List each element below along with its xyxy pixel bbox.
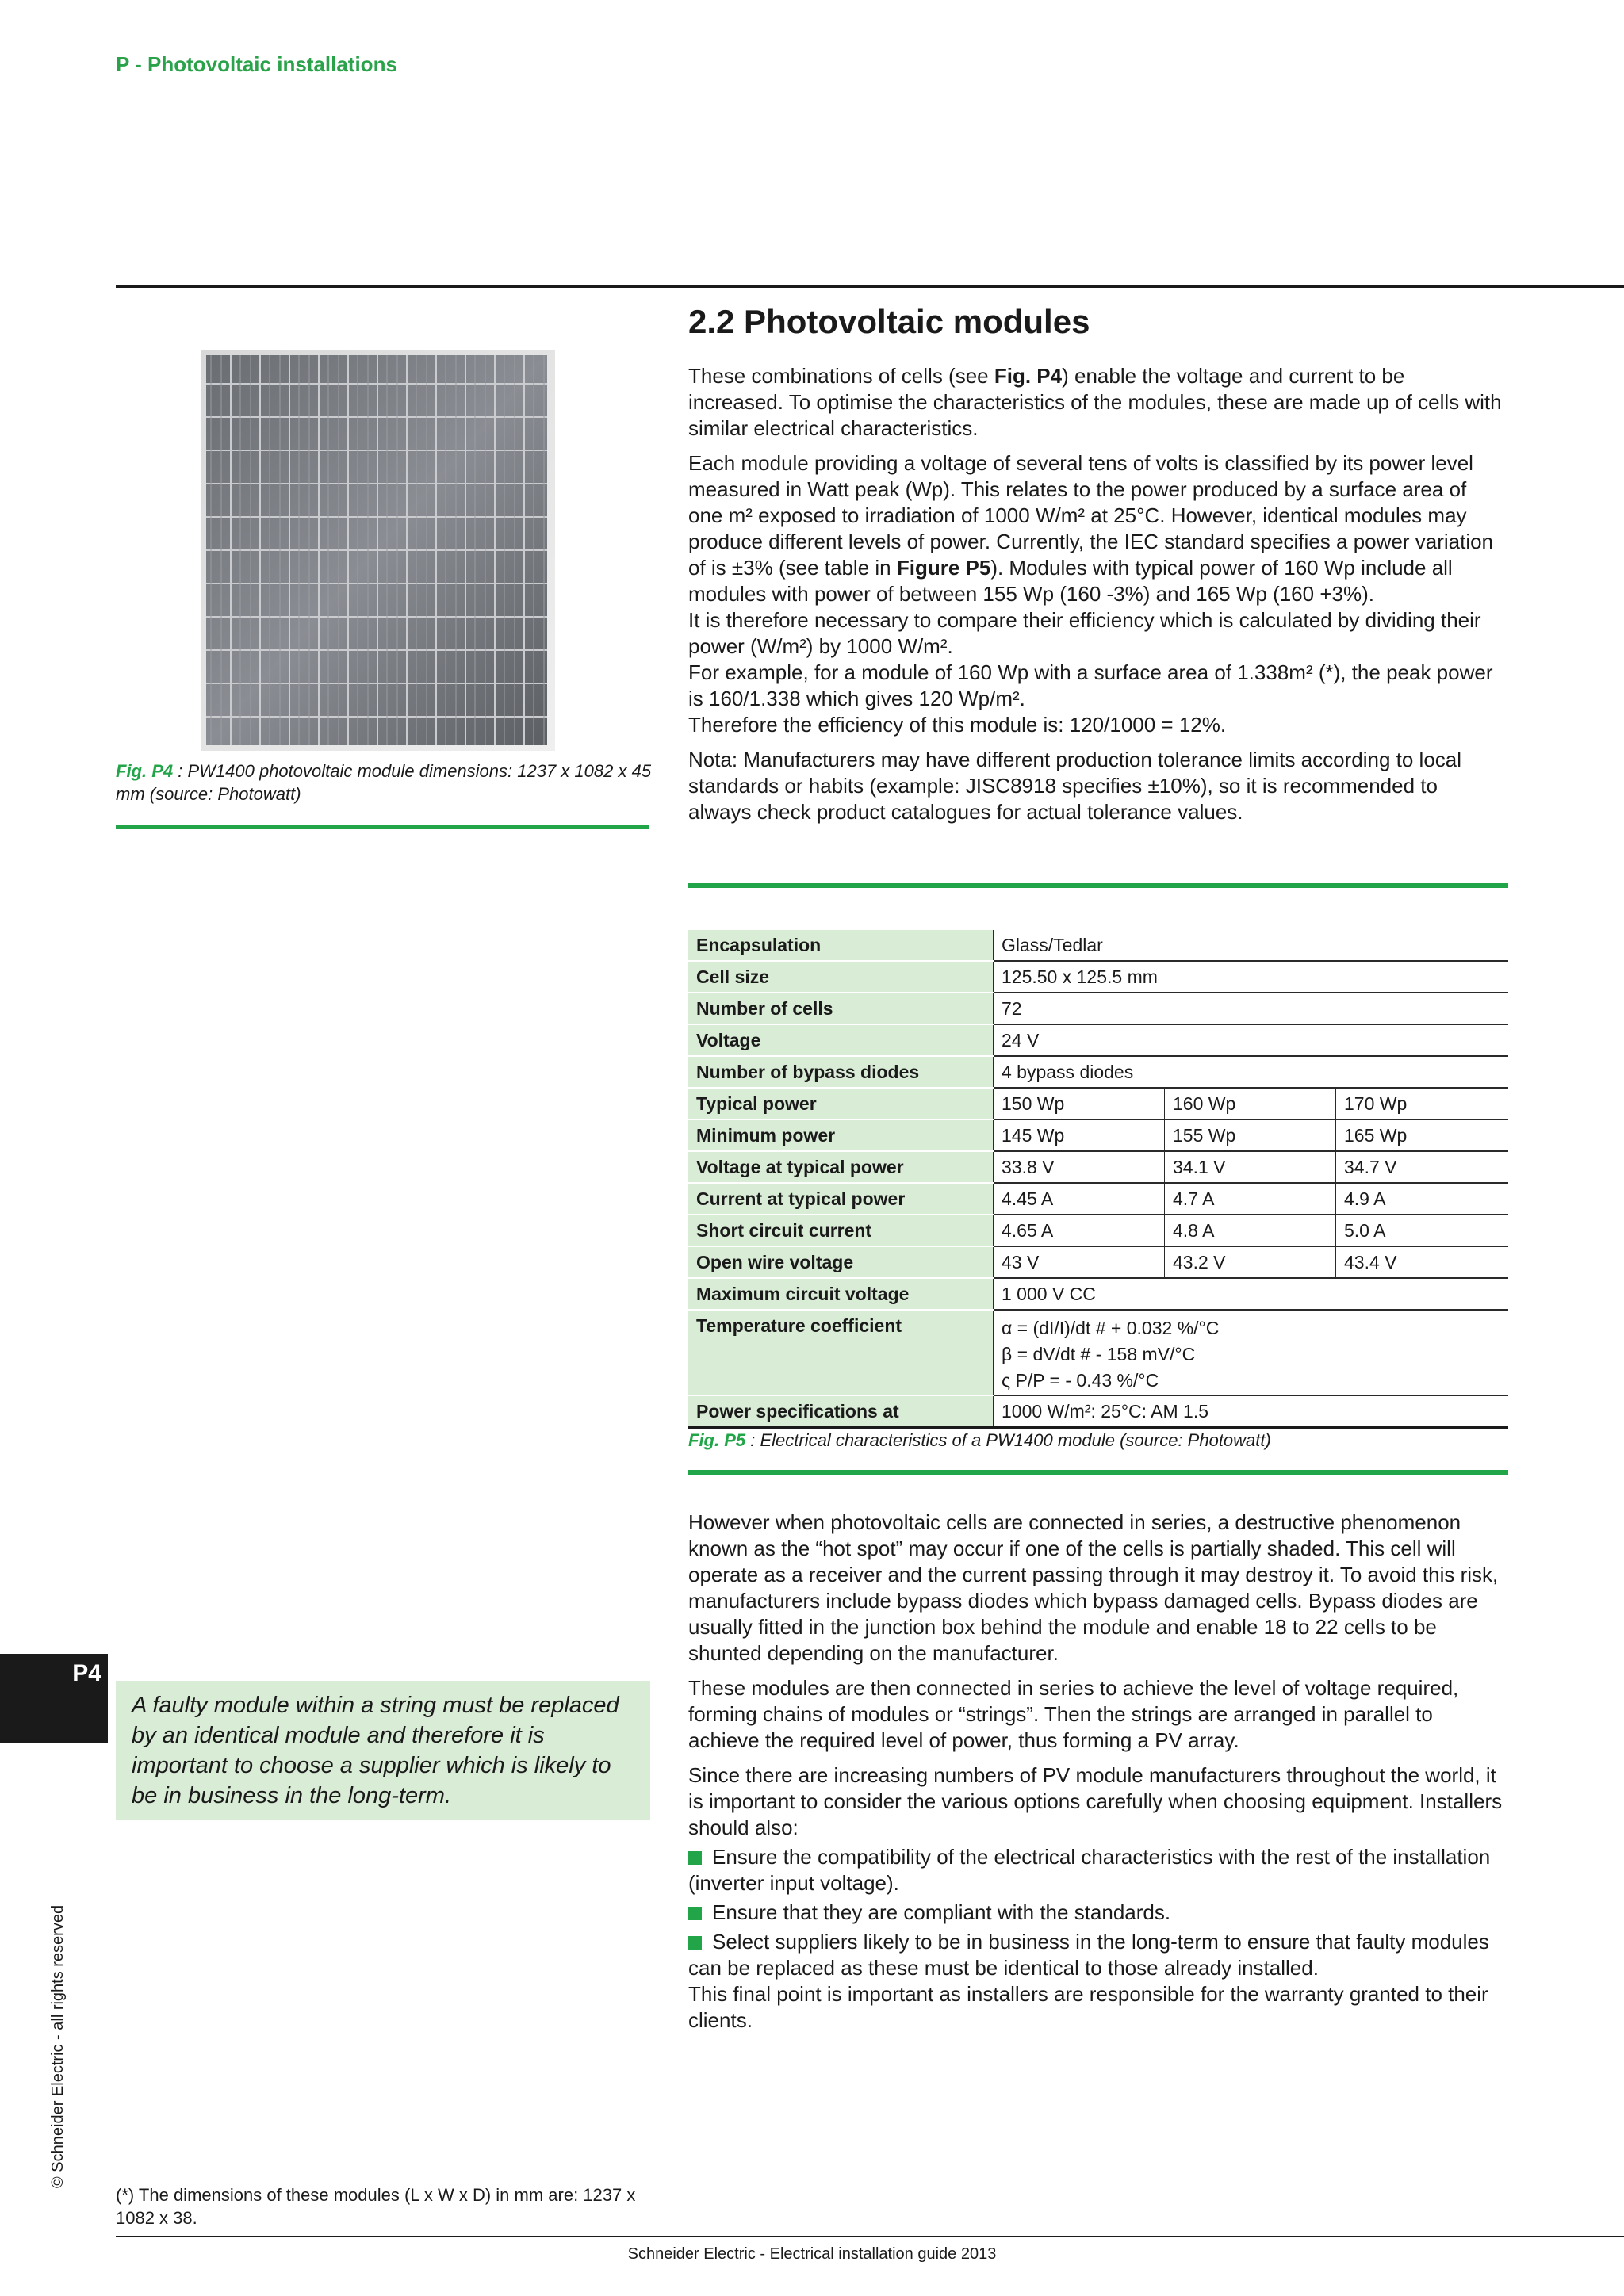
row-key: Minimum power — [688, 1119, 994, 1151]
fig-p5-caption — [688, 1429, 1508, 1452]
row-value-170: 34.7 V — [1336, 1151, 1509, 1183]
row-value: 72 — [994, 993, 1509, 1024]
list-item — [688, 1844, 1505, 1896]
spec-table — [688, 930, 1508, 1429]
table-row — [688, 1310, 1508, 1395]
list-item-text: Select suppliers likely to be in business in the long-term to ensure that faulty modules can be replaced as these must be identical to those already installed. — [688, 1930, 1489, 1980]
row-key: Short circuit current — [688, 1215, 994, 1246]
bullet-square-icon — [688, 1907, 702, 1920]
fig-p4-caption-text: : PW1400 photovoltaic module dimensions: 1237 x 1082 x 45 mm (source: Photowatt) — [116, 761, 652, 804]
row-value-160: 4.8 A — [1165, 1215, 1336, 1246]
bullet-square-icon — [688, 1936, 702, 1950]
row-value-150: 43 V — [994, 1246, 1165, 1278]
intro-p3: Nota: Manufacturers may have different production tolerance limits according to local standards or habits (example: JISC8918 specifies ±10%), so it is recommended to always check product catalogues for actual tolerance values. — [688, 748, 1462, 824]
row-key: Current at typical power — [688, 1183, 994, 1215]
footnote: (*) The dimensions of these modules (L x W x D) in mm are: 1237 x 1082 x 38. — [116, 2185, 636, 2228]
table-row — [688, 1088, 1508, 1119]
row-value: 24 V — [994, 1024, 1509, 1056]
table-row — [688, 993, 1508, 1024]
bullet-square-icon — [688, 1851, 702, 1865]
row-value-160: 43.2 V — [1165, 1246, 1336, 1278]
right-green-divider-2 — [688, 1470, 1508, 1475]
temp-alpha: α = (dI/I)/dt # + 0.032 %/°C — [1002, 1318, 1220, 1338]
table-row — [688, 1056, 1508, 1088]
temp-beta: β = dV/dt # - 158 mV/°C — [1002, 1344, 1196, 1364]
row-key: Voltage at typical power — [688, 1151, 994, 1183]
row-value: 125.50 x 125.5 mm — [994, 961, 1509, 993]
callout-text: A faulty module within a string must be replaced by an identical module and therefore it is important to choose a supplier which is likely to be in business in the long-term. — [132, 1693, 619, 1808]
row-value-150: 4.65 A — [994, 1215, 1165, 1246]
row-key: Number of bypass diodes — [688, 1056, 994, 1088]
row-value-170: 43.4 V — [1336, 1246, 1509, 1278]
intro-text — [688, 363, 1505, 834]
body2-p1: However when photovoltaic cells are connected in series, a destructive phenomenon known as the “hot spot” may occur if one of the cells is partially shaded. This cell will operate as a receiver and the current passing through it may destroy it. To avoid this risk, manufacturers include bypass diodes which bypass damaged cells. Bypass diodes are usually fitted in the junction box behind the module and enable 18 to 22 cells to be shunted depending on the manufacturer. — [688, 1510, 1499, 1665]
copyright-notice: © Schneider Electric - all rights reserved — [49, 1904, 67, 2188]
section-title: 2.2 Photovoltaic modules — [688, 303, 1090, 340]
body2-p2: These modules are then connected in series to achieve the level of voltage required, forming chains of modules or “strings”. Then the strings are arranged in parallel to achieve the required level of power, thus forming a PV array. — [688, 1676, 1459, 1752]
row-key: Power specifications at — [688, 1395, 994, 1428]
callout-box — [116, 1681, 650, 1820]
body2-p3: Since there are increasing numbers of PV module manufacturers throughout the world, it is important to consider the various options carefully when choosing equipment. Installers should also: — [688, 1763, 1503, 1839]
row-value: 1 000 V CC — [994, 1278, 1509, 1310]
row-key: Temperature coefficient — [688, 1310, 994, 1395]
row-key: Open wire voltage — [688, 1246, 994, 1278]
intro-p2b: ). Modules with typical power of 160 Wp include all modules with power of between 155 Wp (160 -3%) and 165 Wp (160 +3%). — [688, 556, 1453, 606]
table-row — [688, 930, 1508, 961]
row-value-150: 4.45 A — [994, 1183, 1165, 1215]
table-row — [688, 1119, 1508, 1151]
row-key: Number of cells — [688, 993, 994, 1024]
left-green-divider — [116, 825, 649, 829]
intro-p2d: For example, for a module of 160 Wp with a surface area of 1.338m² (*), the peak power is 160/1.338 which gives 120 Wp/m². — [688, 660, 1493, 710]
fig-p5-caption-text: : Electrical characteristics of a PW1400 module (source: Photowatt) — [745, 1430, 1271, 1450]
row-value-170: 165 Wp — [1336, 1119, 1509, 1151]
page-tab — [0, 1654, 108, 1743]
page-footer: Schneider Electric - Electrical installation guide 2013 — [627, 2245, 997, 2263]
row-value-150: 145 Wp — [994, 1119, 1165, 1151]
row-value: 4 bypass diodes — [994, 1056, 1509, 1088]
row-value-160: 155 Wp — [1165, 1119, 1336, 1151]
bottom-divider — [116, 2236, 1624, 2237]
intro-p1a: These combinations of cells (see — [688, 364, 994, 388]
row-value-160: 160 Wp — [1165, 1088, 1336, 1119]
fig-p4-label: Fig. P4 — [116, 761, 174, 781]
row-value-170: 170 Wp — [1336, 1088, 1509, 1119]
row-value: Glass/Tedlar — [994, 930, 1509, 961]
row-value-170: 5.0 A — [1336, 1215, 1509, 1246]
intro-p2e: Therefore the efficiency of this module is: 120/1000 = 12%. — [688, 713, 1227, 737]
row-value-170: 4.9 A — [1336, 1183, 1509, 1215]
row-key: Typical power — [688, 1088, 994, 1119]
pv-module-photo — [201, 350, 555, 751]
table-row — [688, 1246, 1508, 1278]
list-item — [688, 1929, 1505, 1981]
intro-p1b: ) enable the voltage and current to be increased. To optimise the characteristics of the modules, these are made up of cells with similar electrical characteristics. — [688, 364, 1502, 440]
table-row — [688, 1395, 1508, 1428]
fig-p5-ref: Figure P5 — [896, 556, 991, 580]
row-value-multiline — [994, 1310, 1509, 1395]
row-value-150: 150 Wp — [994, 1088, 1165, 1119]
table-row — [688, 1278, 1508, 1310]
body2-p4: This final point is important as installers are responsible for the warranty granted to their clients. — [688, 1982, 1488, 2032]
fig-p5-label: Fig. P5 — [688, 1430, 746, 1450]
table-row — [688, 1151, 1508, 1183]
table-row — [688, 1183, 1508, 1215]
list-item-text: Ensure the compatibility of the electrical characteristics with the rest of the installation (inverter input voltage). — [688, 1845, 1491, 1895]
row-value-160: 4.7 A — [1165, 1183, 1336, 1215]
right-green-divider-1 — [688, 883, 1508, 888]
list-item-text: Ensure that they are compliant with the standards. — [712, 1900, 1171, 1924]
intro-p2c: It is therefore necessary to compare their efficiency which is calculated by dividing their power (W/m²) by 1000 W/m². — [688, 608, 1481, 658]
top-divider — [116, 285, 1624, 288]
spec-table-wrap — [688, 930, 1508, 1429]
running-header: P - Photovoltaic installations — [116, 52, 397, 76]
page-number: P4 — [72, 1660, 102, 1686]
fig-p4-ref: Fig. P4 — [994, 364, 1063, 388]
fig-p4-caption — [116, 760, 671, 806]
row-key: Encapsulation — [688, 930, 994, 961]
row-key: Maximum circuit voltage — [688, 1278, 994, 1310]
row-key: Cell size — [688, 961, 994, 993]
body-text-2 — [688, 1510, 1505, 2042]
row-value: 1000 W/m²: 25°C: AM 1.5 — [994, 1395, 1509, 1428]
temp-power: ς P/P = - 0.43 %/°C — [1002, 1370, 1159, 1391]
intro-p2a: Each module providing a voltage of several tens of volts is classified by its power level measured in Watt peak (Wp). This relates to the power produced by a surface area of one m² exposed to irradiation of 1000 W/m² at 25°C. However, identical modules may produce different levels of power. Currently, the IEC standard specifies a power variation of is ±3% (see table in — [688, 451, 1494, 580]
table-row — [688, 1215, 1508, 1246]
row-value-150: 33.8 V — [994, 1151, 1165, 1183]
table-row — [688, 961, 1508, 993]
table-row — [688, 1024, 1508, 1056]
row-value-160: 34.1 V — [1165, 1151, 1336, 1183]
list-item — [688, 1900, 1505, 1926]
row-key: Voltage — [688, 1024, 994, 1056]
